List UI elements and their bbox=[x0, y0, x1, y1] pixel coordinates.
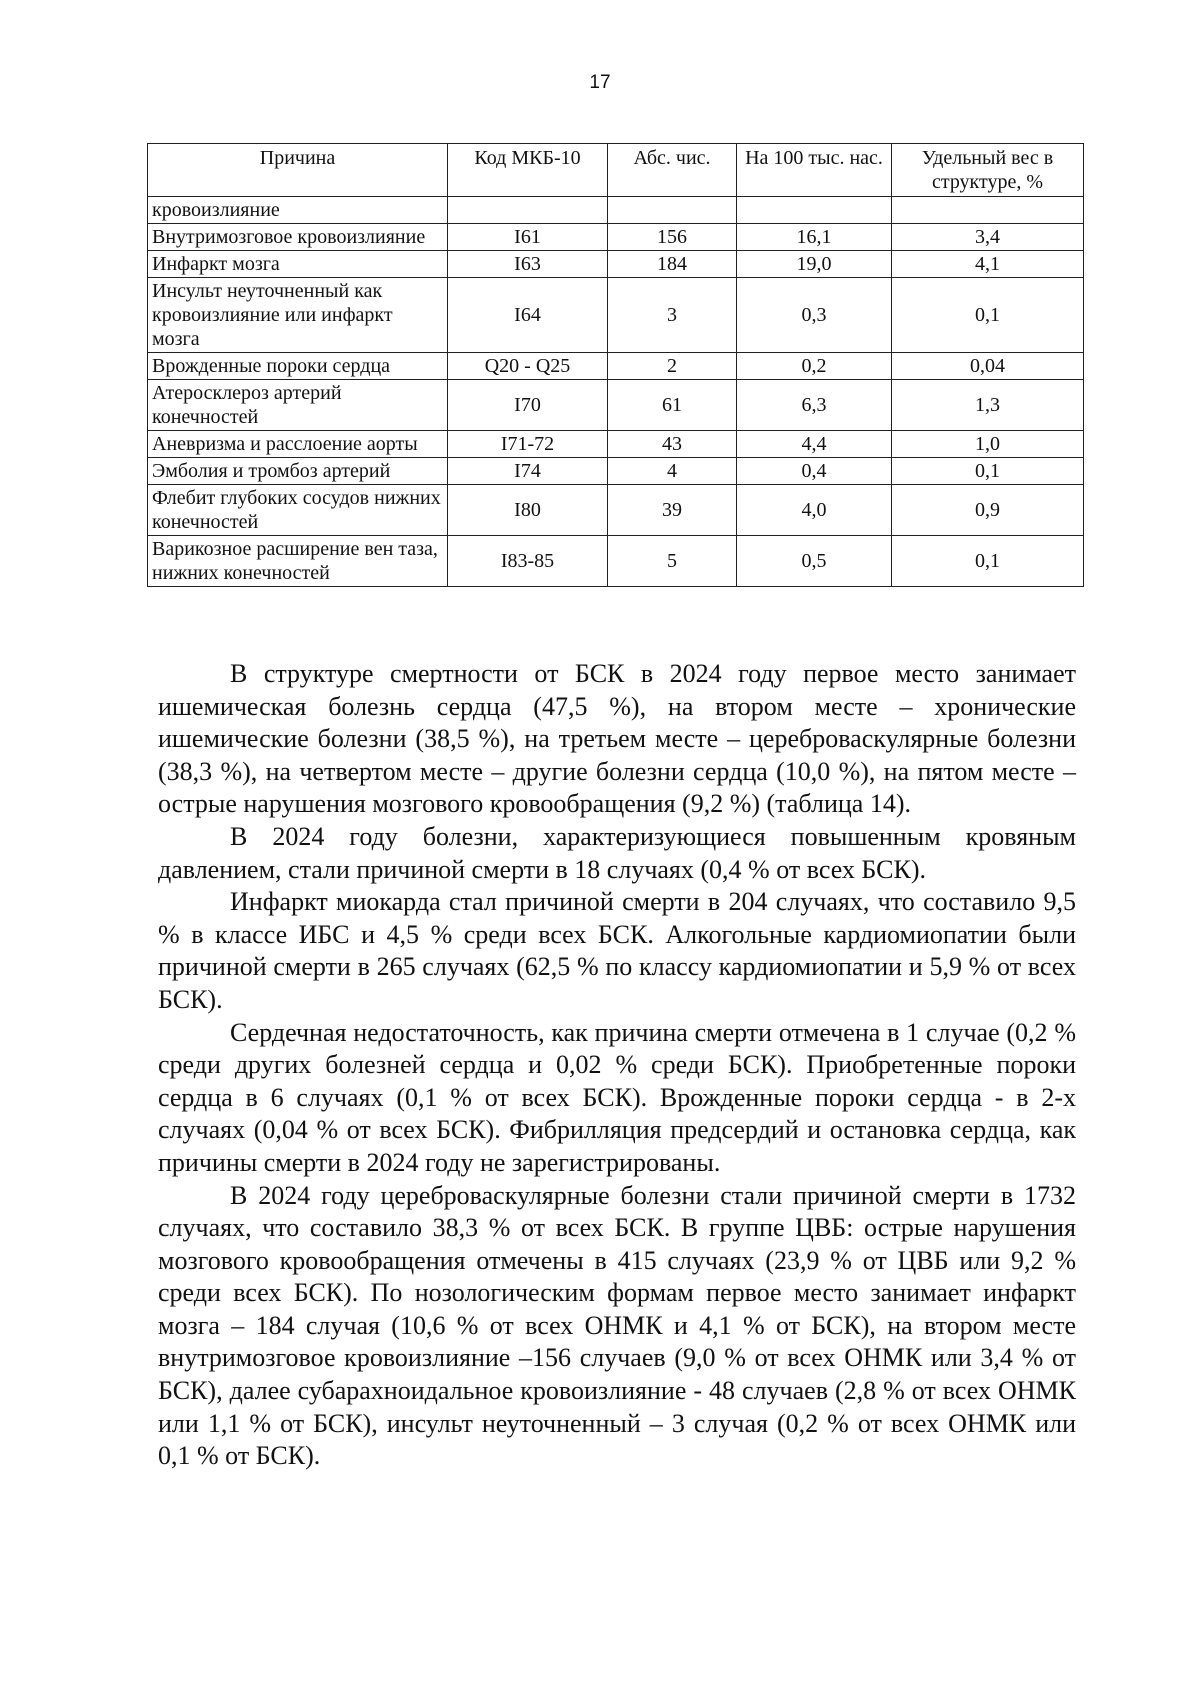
table-row bbox=[148, 536, 1084, 587]
cell-icd-code: Q20 - Q25 bbox=[448, 353, 608, 380]
cell-cause: Варикозное расширение вен таза, нижних конечностей bbox=[148, 536, 448, 587]
cell-absolute-count: 5 bbox=[608, 536, 737, 587]
cell-icd-code: I80 bbox=[448, 485, 608, 536]
table-row bbox=[148, 224, 1084, 251]
cell-absolute-count: 4 bbox=[608, 458, 737, 485]
cell-absolute-count bbox=[608, 197, 737, 224]
cell-absolute-count: 2 bbox=[608, 353, 737, 380]
table-row bbox=[148, 278, 1084, 353]
cell-cause: Аневризма и расслоение аорты bbox=[148, 431, 448, 458]
cell-icd-code: I64 bbox=[448, 278, 608, 353]
cell-per-100k: 6,3 bbox=[737, 380, 892, 431]
body-text bbox=[158, 658, 1076, 1473]
cell-absolute-count: 43 bbox=[608, 431, 737, 458]
paragraph: Инфаркт миокарда стал причиной смерти в 204 случаях, что составило 9,5 % в классе ИБС и 4,5 % среди всех БСК. Алкогольные кардиомиопатии были причиной смерти в 265 случаях (62,5 % по классу кардиомиопатии и 5,9 % от всех БСК). bbox=[158, 887, 1076, 1014]
table-row bbox=[148, 353, 1084, 380]
header-per-100k: На 100 тыс. нас. bbox=[737, 144, 892, 197]
table-row bbox=[148, 458, 1084, 485]
cell-per-100k: 4,4 bbox=[737, 431, 892, 458]
cell-per-100k: 16,1 bbox=[737, 224, 892, 251]
cell-icd-code: I61 bbox=[448, 224, 608, 251]
cell-absolute-count: 156 bbox=[608, 224, 737, 251]
cell-icd-code: I83-85 bbox=[448, 536, 608, 587]
table-body bbox=[148, 197, 1084, 587]
paragraph: В 2024 году болезни, характеризующиеся повышенным кровяным давлением, стали причиной смерти в 18 случаях (0,4 % от всех БСК). bbox=[158, 821, 1076, 884]
header-absolute-count: Абс. чис. bbox=[608, 144, 737, 197]
cell-icd-code: I74 bbox=[448, 458, 608, 485]
cell-icd-code: I63 bbox=[448, 251, 608, 278]
cell-per-100k: 0,5 bbox=[737, 536, 892, 587]
cell-per-100k: 0,3 bbox=[737, 278, 892, 353]
table-row bbox=[148, 197, 1084, 224]
cell-share-percent: 0,04 bbox=[892, 353, 1084, 380]
table-header-row bbox=[148, 144, 1084, 197]
cell-cause: Внутримозговое кровоизлияние bbox=[148, 224, 448, 251]
cell-share-percent bbox=[892, 197, 1084, 224]
header-share-percent: Удельный вес в структуре, % bbox=[892, 144, 1084, 197]
cell-per-100k: 0,2 bbox=[737, 353, 892, 380]
page-number: 17 bbox=[589, 72, 611, 93]
cell-share-percent: 3,4 bbox=[892, 224, 1084, 251]
table-row bbox=[148, 431, 1084, 458]
cell-per-100k: 4,0 bbox=[737, 485, 892, 536]
paragraph: В структуре смертности от БСК в 2024 году первое место занимает ишемическая болезнь сердца (47,5 %), на втором месте – хронические ишемические болезни (38,5 %), на третьем месте – цереброваскулярные болезни (38,3 %), на четвертом месте – другие болезни сердца (10,0 %), на пятом месте – острые нарушения мозгового кровообращения (9,2 %) (таблица 14). bbox=[158, 659, 1076, 819]
cell-share-percent: 0,1 bbox=[892, 458, 1084, 485]
cell-per-100k: 0,4 bbox=[737, 458, 892, 485]
table-row bbox=[148, 380, 1084, 431]
paragraph: В 2024 году цереброваскулярные болезни стали причиной смерти в 1732 случаях, что составило 38,3 % от всех БСК. В группе ЦВБ: острые нарушения мозгового кровообращения отмечены в 415 случаях (23,9 % от ЦВБ или 9,2 % среди всех БСК). По нозологическим формам первое место занимает инфаркт мозга – 184 случая (10,6 % от всех ОНМК и 4,1 % от БСК), на втором месте внутримозговое кровоизлияние –156 случаев (9,0 % от всех ОНМК или 3,4 % от БСК), далее субарахноидальное кровоизлияние - 48 случаев (2,8 % от всех ОНМК или 1,1 % от БСК), инсульт неуточненный – 3 случая (0,2 % от всех ОНМК или 0,1 % от БСК). bbox=[158, 1180, 1076, 1471]
cell-share-percent: 1,3 bbox=[892, 380, 1084, 431]
cell-cause: Атеросклероз артерий конечностей bbox=[148, 380, 448, 431]
cell-share-percent: 4,1 bbox=[892, 251, 1084, 278]
cell-per-100k bbox=[737, 197, 892, 224]
cell-share-percent: 1,0 bbox=[892, 431, 1084, 458]
cell-absolute-count: 39 bbox=[608, 485, 737, 536]
cell-share-percent: 0,9 bbox=[892, 485, 1084, 536]
cell-icd-code: I71-72 bbox=[448, 431, 608, 458]
cell-cause: Врожденные пороки сердца bbox=[148, 353, 448, 380]
header-cause: Причина bbox=[148, 144, 448, 197]
cell-icd-code: I70 bbox=[448, 380, 608, 431]
cell-cause: кровоизлияние bbox=[148, 197, 448, 224]
cell-share-percent: 0,1 bbox=[892, 278, 1084, 353]
cell-cause: Инфаркт мозга bbox=[148, 251, 448, 278]
cell-icd-code bbox=[448, 197, 608, 224]
cell-cause: Инсульт неуточненный как кровоизлияние или инфаркт мозга bbox=[148, 278, 448, 353]
cell-per-100k: 19,0 bbox=[737, 251, 892, 278]
cell-absolute-count: 184 bbox=[608, 251, 737, 278]
header-icd-code: Код МКБ-10 bbox=[448, 144, 608, 197]
cell-cause: Эмболия и тромбоз артерий bbox=[148, 458, 448, 485]
cell-share-percent: 0,1 bbox=[892, 536, 1084, 587]
mortality-table bbox=[147, 143, 1084, 587]
cell-cause: Флебит глубоких сосудов нижних конечностей bbox=[148, 485, 448, 536]
cell-absolute-count: 61 bbox=[608, 380, 737, 431]
paragraph: Сердечная недостаточность, как причина смерти отмечена в 1 случае (0,2 % среди других болезней сердца и 0,02 % среди БСК). Приобретенные пороки сердца в 6 случаях (0,1 % от всех БСК). Врожденные пороки сердца - в 2-х случаях (0,04 % от всех БСК). Фибрилляция предсердий и остановка сердца, как причины смерти в 2024 году не зарегистрированы. bbox=[158, 1017, 1076, 1177]
table-row bbox=[148, 485, 1084, 536]
cell-absolute-count: 3 bbox=[608, 278, 737, 353]
table-row bbox=[148, 251, 1084, 278]
